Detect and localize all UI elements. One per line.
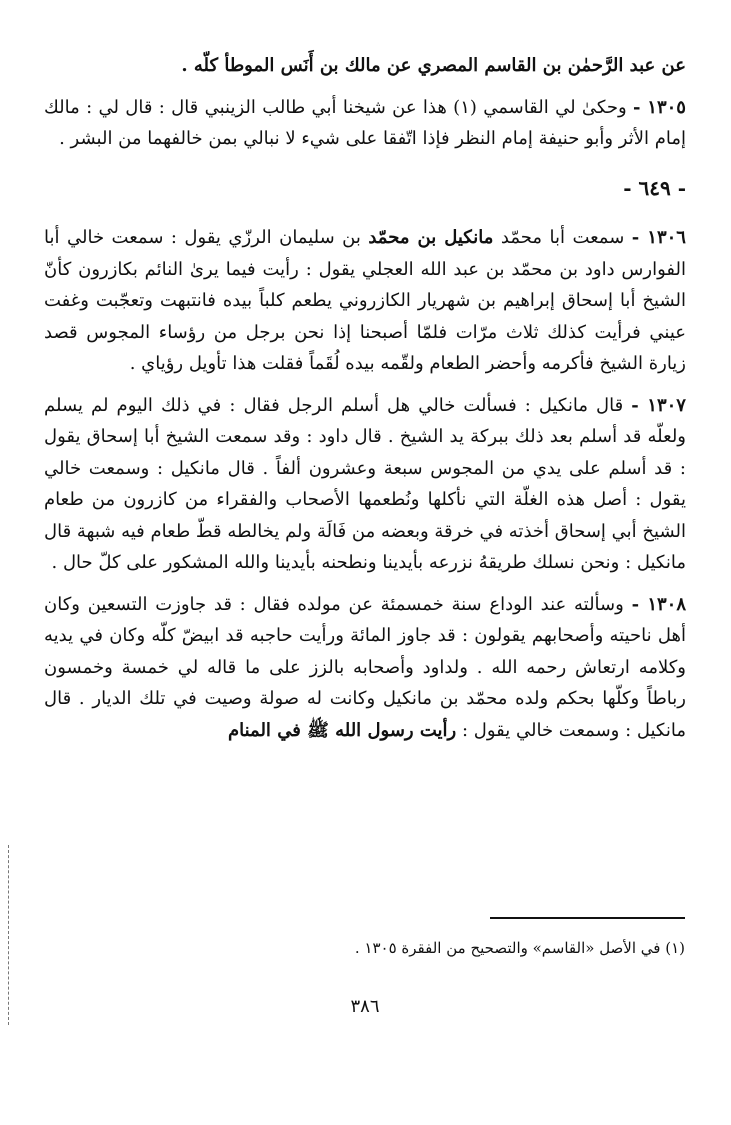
paragraph-number-1306: ١٣٠٦ - [631, 227, 686, 248]
section-number-heading: - ٦٤٩ - [623, 175, 686, 200]
footnote-separator [490, 917, 685, 919]
paragraph-intro-1306: سمعت أبا محمّد [500, 227, 625, 248]
paragraph-text-1307: قال مانكيل : فسألت خالي هل أسلم الرجل فقال : في ذلك اليوم لم يسلم ولعلّه قد أسلم بعد ذلك ببركة يد الشيخ . قال داود : وقد سمعت الشيخ أبا إسحاق يقول : قد أسلم على يدي من المجوس سبعة وعشرون ألفاً . قال مانكيل : وسمعت خالي يقول : أصل هذه الغلّة التي نأكلها ونُطعمها الأصحاب والفقراء من كازرون من طعام الشيخ أبي إسحاق أخذته في خرقة وبعضه من فَالَة ولم يخالطه قطّ طعام فيه شبهة قال مانكيل : ونحن نسلك طريقهُ نزرعه بأيدينا ونطحنه بأيدينا والله المشكور على كلّ حال . [44, 394, 686, 573]
paragraph-1308 [44, 589, 686, 747]
paragraph-1307 [44, 390, 686, 579]
paragraph-text-1308: وسألته عند الوداع سنة خمسمئة عن مولده فقال : قد جاوزت التسعين وكان أهل ناحيته وأصحابهم يقولون : قد جاوز المائة ورأيت حاجبه قد ابيضّ كلّه وكان في يديه وكلامه ارتعاش رحمه الله . ولداود وأصحابه بالزز على ما قاله لي خمسة وخمسون رباطاً وكلّها بحكم ولده محمّد بن مانكيل وكانت له صولة وصيت في تلك الديار . قال مانكيل : وسمعت خالي يقول : [44, 593, 686, 741]
paragraph-number-1308: ١٣٠٨ - [631, 593, 686, 615]
paragraph-1305 [44, 92, 686, 155]
opening-paragraph-text: عن عبد الرَّحمٰن بن القاسم المصري عن مالك بن أَنَس الموطأ كلّه . [181, 55, 686, 76]
paragraph-text-1306: بن سليمان الرزّي يقول : سمعت خالي أبا الفوارس داود بن محمّد بن عبد الله العجلي يقول : رأيت فيما يرىٰ النائم بكازرون كأنّ الشيخ أبا إسحاق إبراهيم بن شهريار الكازروني يطعم كلباً بيده فانتبهت وتعجّبت وغفت عيني فرأيت كذلك ثلاث مرّات فلمّا أصبحنا إذا نحن برجل من رؤساء المجوس قصد زيارة الشيخ فأكرمه وأحضر الطعام ولقّمه بيده لُقَماً فقلت هذا تأويل رؤياي . [44, 227, 686, 374]
footnote: (١) في الأصل «القاسم» والتصحيح من الفقرة ١٣٠٥ . [354, 939, 685, 957]
main-text-block [44, 50, 686, 746]
paragraph-number-1307: ١٣٠٧ - [631, 394, 686, 416]
paragraph-tail-bold-1308: رأيت رسول الله ﷺ في المنام [227, 719, 457, 741]
page-number: ٣٨٦ [350, 996, 380, 1017]
paragraph-1306 [44, 222, 686, 380]
paragraph-number-1305: ١٣٠٥ - [632, 96, 686, 118]
narrator-name-bold: مانكيل بن محمّد [368, 227, 494, 248]
opening-paragraph [44, 50, 686, 82]
scan-edge-mark [8, 845, 9, 1025]
paragraph-text-1305: وحكىٰ لي القاسمي (١) هذا عن شيخنا أبي طالب الزينبي قال : قال لي : مالك إمام الأثر وأبو حنيفة إمام النظر فإذا اتّفقا على شيء لا نبالي بمن خالفهما من البشر . [44, 96, 686, 149]
